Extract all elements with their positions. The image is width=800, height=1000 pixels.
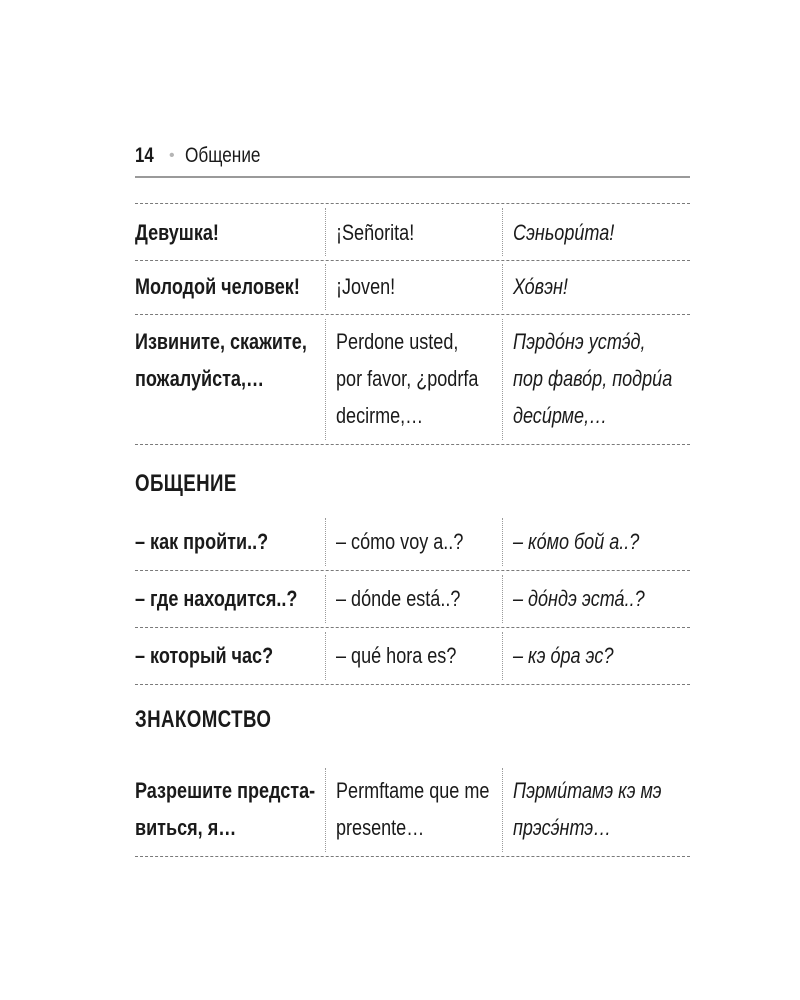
phrase-row [135, 514, 690, 571]
transcription: – ко́мо бой а..? [513, 529, 640, 554]
transcription: Пэрдо́нэ устэ́д, пор фаво́р, подри́а деси́рме,… [513, 329, 673, 428]
column-divider [325, 768, 326, 852]
russian-phrase: Разрешите предста- виться, я… [135, 778, 316, 840]
spanish-phrase: – cómo voy a..? [336, 529, 464, 554]
column-divider [325, 208, 326, 256]
russian-phrase: – который час? [135, 643, 274, 668]
russian-phrase: – где находится..? [135, 586, 298, 611]
page-number: 14 [135, 144, 154, 167]
column-divider [502, 208, 503, 256]
spanish-phrase: ¡Señorita! [336, 220, 415, 245]
bullet-separator: • [169, 147, 175, 164]
russian-phrase: – как пройти..? [135, 529, 269, 554]
phrase-row [135, 628, 690, 685]
spanish-phrase: Perdone usted, por favor, ¿podrfa decirme,… [336, 329, 479, 428]
running-section-title: Общение [184, 144, 261, 167]
section-heading-communication: ОБЩЕНИЕ [135, 470, 237, 497]
transcription: Сэньори́та! [513, 220, 615, 245]
transcription: – кэ о́ра эс? [513, 643, 614, 668]
column-divider [325, 575, 326, 623]
column-divider [325, 518, 326, 566]
column-divider [502, 319, 503, 440]
phrase-row [135, 764, 690, 857]
column-divider [502, 768, 503, 852]
column-divider [325, 319, 326, 440]
russian-phrase: Извините, скажите, пожалуйста,… [135, 329, 307, 391]
russian-phrase: Девушка! [135, 220, 219, 245]
transcription: – до́ндэ эста́..? [513, 586, 645, 611]
spanish-phrase: ¡Joven! [336, 274, 396, 299]
transcription: Хо́вэн! [513, 274, 568, 299]
phrase-row [135, 571, 690, 628]
column-divider [502, 264, 503, 310]
column-divider [502, 632, 503, 680]
spanish-phrase: – qué hora es? [336, 643, 457, 668]
section-heading-acquaintance: ЗНАКОМСТВО [135, 706, 272, 733]
phrase-row [135, 260, 690, 315]
running-header [135, 142, 690, 170]
spanish-phrase: – dónde está..? [336, 586, 461, 611]
column-divider [502, 575, 503, 623]
russian-phrase: Молодой человек! [135, 274, 300, 299]
phrase-row [135, 315, 690, 445]
column-divider [325, 632, 326, 680]
header-rule [135, 176, 690, 178]
spanish-phrase: Permftame que me presente… [336, 778, 490, 840]
phrase-row [135, 203, 690, 261]
column-divider [502, 518, 503, 566]
column-divider [325, 264, 326, 310]
transcription: Пэрми́тамэ кэ мэ прэсэ́нтэ… [513, 778, 662, 840]
